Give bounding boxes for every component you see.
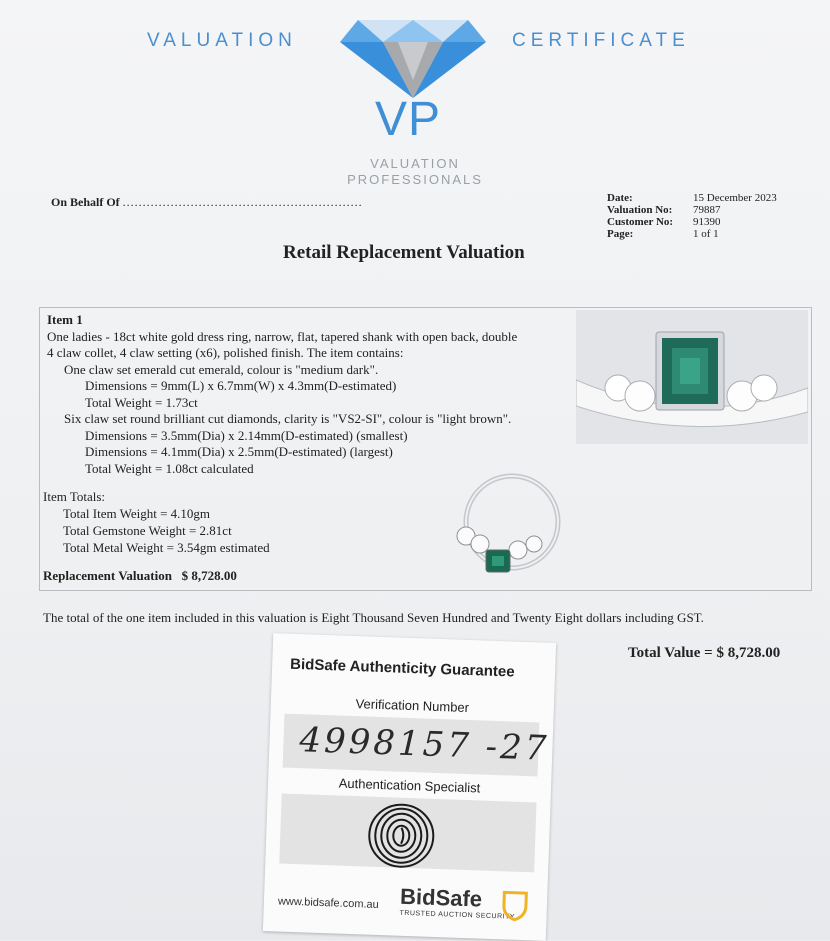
on-behalf-of <box>51 195 363 210</box>
header-certificate-text: CERTIFICATE <box>512 30 690 51</box>
logo-subtitle <box>340 156 490 188</box>
logo-sub-line-1: VALUATION <box>370 156 460 171</box>
totals-heading: Item Totals: <box>43 489 106 504</box>
diamond-dimensions-smallest: Dimensions = 3.5mm(Dia) x 2.14mm(D-estimated) (smallest) <box>85 427 408 443</box>
emerald-desc: One claw set emerald cut emerald, colour is "medium dark". <box>64 361 379 377</box>
meta-value: 1 of 1 <box>693 228 719 240</box>
total-item-weight: Total Item Weight = 4.10gm <box>63 506 211 521</box>
bidsafe-website: www.bidsafe.com.au <box>277 895 379 911</box>
meta-row <box>607 204 777 216</box>
specialist-label: Authentication Specialist <box>338 775 481 796</box>
item-totals <box>43 488 270 556</box>
card-title: BidSafe Authenticity Guarantee <box>289 655 515 681</box>
meta-value: 91390 <box>693 216 721 228</box>
bidsafe-tagline: TRUSTED AUCTION SECURITY <box>399 909 516 921</box>
header-valuation-text: VALUATION <box>147 30 297 51</box>
item-desc-line-1: One ladies - 18ct white gold dress ring, narrow, flat, tapered shank with open back, double <box>47 328 518 344</box>
diamond-weight: Total Weight = 1.08ct calculated <box>85 460 254 476</box>
meta-key: Customer No: <box>607 216 674 228</box>
vp-logo-letters: VP <box>375 93 442 146</box>
replacement-label: Replacement Valuation <box>43 568 172 583</box>
item-description <box>47 312 517 477</box>
replacement-value: $ 8,728.00 <box>181 568 237 583</box>
logo-sub-line-2: PROFESSIONALS <box>347 172 483 187</box>
replacement-valuation <box>43 568 237 584</box>
emerald-dimensions: Dimensions = 9mm(L) x 6.7mm(W) x 4.3mm(D-estimated) <box>85 378 397 393</box>
diamonds-desc: Six claw set round brilliant cut diamonds, clarity is "VS2-SI", colour is "light brown". <box>64 411 512 426</box>
verification-number: 4998157 -27 <box>298 720 551 769</box>
meta-value: 79887 <box>693 204 721 216</box>
on-behalf-label: On Behalf Of <box>51 195 120 209</box>
total-value: Total Value = $ 8,728.00 <box>628 645 781 661</box>
meta-key: Valuation No: <box>607 204 673 216</box>
item-desc-line-2: 4 claw collet, 4 claw setting (x6), polished finish. The item contains: <box>47 345 404 360</box>
emerald-weight: Total Weight = 1.73ct <box>85 394 198 410</box>
verification-label: Verification Number <box>355 696 470 716</box>
total-gemstone-weight: Total Gemstone Weight = 2.81ct <box>63 523 232 538</box>
ring-photo-image <box>576 310 808 444</box>
bidsafe-brand: BidSafe <box>399 883 483 912</box>
shield-icon <box>501 889 528 922</box>
meta-key: Page: <box>607 228 634 240</box>
diamond-logo-icon <box>338 10 488 100</box>
diamond-dimensions-largest: Dimensions = 4.1mm(Dia) x 2.5mm(D-estimated) (largest) <box>85 444 393 459</box>
total-metal-weight: Total Metal Weight = 3.54gm estimated <box>63 540 270 555</box>
meta-value: 15 December 2023 <box>693 192 777 204</box>
bidsafe-card <box>263 633 556 941</box>
document-title: Retail Replacement Valuation <box>283 242 525 263</box>
meta-key: Date: <box>607 192 633 204</box>
valuation-summary: The total of the one item included in this valuation is Eight Thousand Seven Hundred and Twenty Eight dollars including GST. <box>43 610 704 625</box>
meta-row <box>607 192 777 204</box>
on-behalf-dots: ............................................................ <box>122 195 363 209</box>
meta-row <box>607 216 777 228</box>
certificate-meta <box>607 192 777 240</box>
meta-row <box>607 228 777 240</box>
ring-small-image <box>440 470 580 585</box>
fingerprint-icon <box>345 796 457 872</box>
item-heading: Item 1 <box>47 312 83 327</box>
